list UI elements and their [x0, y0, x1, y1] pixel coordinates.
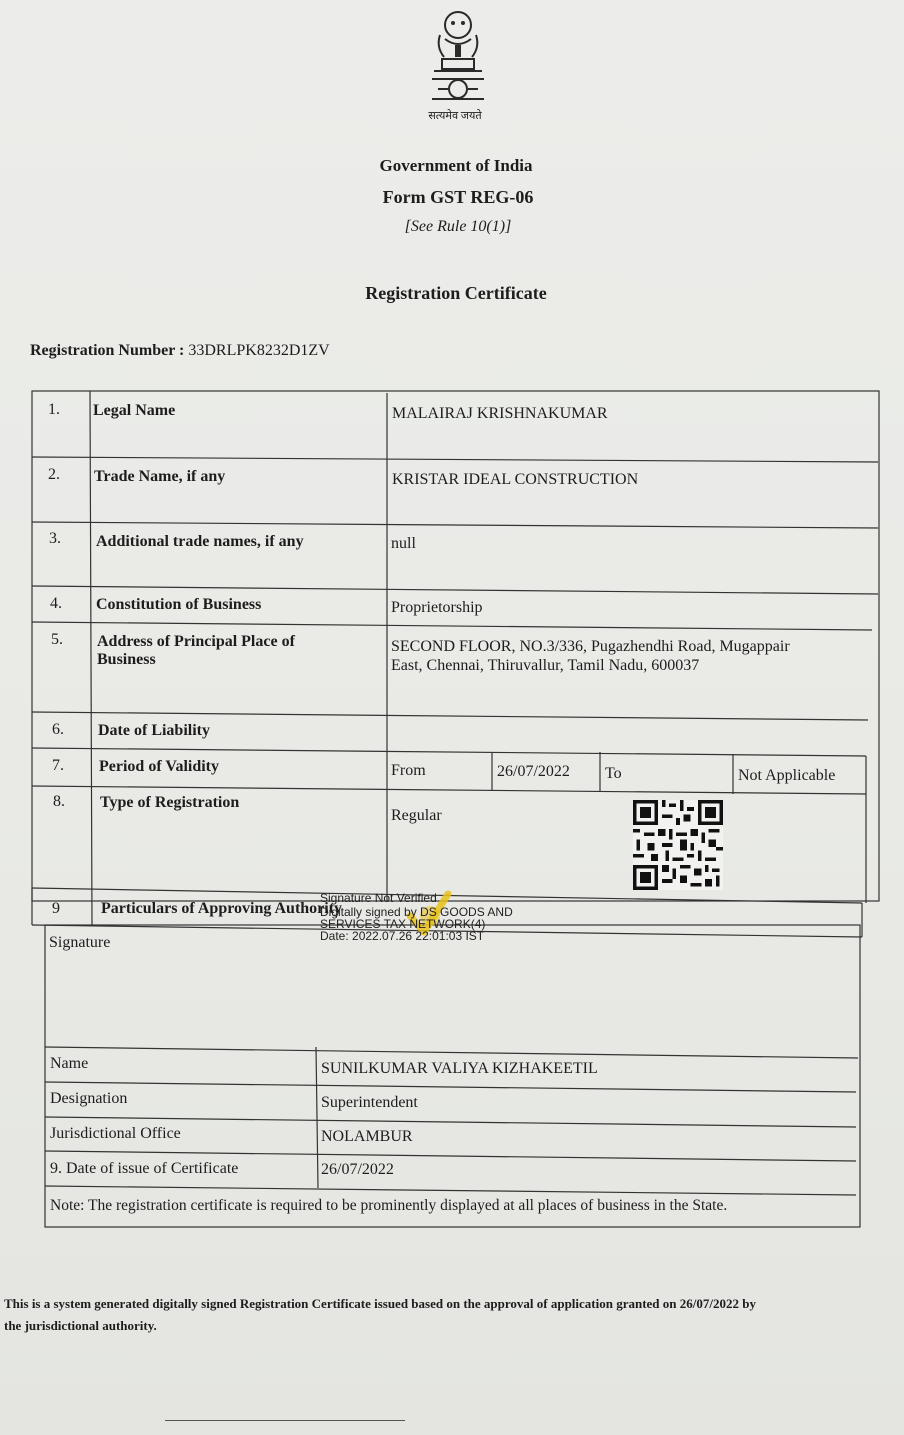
row-number: 3.	[49, 530, 61, 547]
rule-reference: [See Rule 10(1)]	[404, 218, 512, 235]
name-label: Name	[50, 1055, 89, 1072]
signature-stamp-line1: Signature Not Verified	[320, 891, 437, 905]
additional-trade-names-label: Additional trade names, if any	[96, 533, 304, 550]
designation-value: Superintendent	[321, 1094, 418, 1111]
row-number: 1.	[48, 401, 60, 418]
designation-label: Designation	[50, 1090, 128, 1107]
emblem-motto: सत्यमेव जयते	[428, 110, 482, 122]
validity-from-label: From	[391, 762, 426, 779]
jurisdictional-office-label: Jurisdictional Office	[50, 1125, 181, 1142]
registration-number-label: Registration Number :	[30, 342, 185, 359]
type-of-registration-label: Type of Registration	[100, 794, 240, 811]
legal-name-value: MALAIRAJ KRISHNAKUMAR	[392, 405, 608, 422]
address-value-line2: East, Chennai, Thiruvallur, Tamil Nadu, 600037	[391, 657, 700, 674]
registration-number-value: 33DRLPK8232D1ZV	[188, 342, 330, 359]
date-of-issue-label: 9. Date of issue of Certificate	[50, 1160, 239, 1177]
display-note: Note: The registration certificate is required to be prominently displayed at all places of business in the State.	[50, 1197, 728, 1214]
row-number: 8.	[53, 793, 65, 810]
trade-name-label: Trade Name, if any	[94, 468, 226, 485]
constitution-label: Constitution of Business	[96, 596, 262, 613]
certificate-title: Registration Certificate	[365, 283, 547, 303]
row-number: 9	[52, 900, 60, 917]
footer-line2: the jurisdictional authority.	[4, 1318, 157, 1333]
bottom-divider	[165, 1420, 405, 1421]
signature-stamp-line4: Date: 2022.07.26 22:01:03 IST	[320, 929, 485, 943]
constitution-value: Proprietorship	[391, 599, 483, 616]
name-value: SUNILKUMAR VALIYA KIZHAKEETIL	[321, 1060, 598, 1077]
signature-stamp-line2: Digitally signed by DS GOODS AND	[320, 905, 513, 919]
type-of-registration-value: Regular	[391, 807, 442, 824]
form-heading: Form GST REG-06	[382, 187, 534, 207]
validity-to-label: To	[605, 765, 622, 782]
date-of-issue-value: 26/07/2022	[321, 1161, 394, 1178]
government-heading: Government of India	[379, 156, 533, 175]
jurisdictional-office-value: NOLAMBUR	[321, 1128, 413, 1145]
trade-name-value: KRISTAR IDEAL CONSTRUCTION	[392, 471, 639, 488]
qr-code-icon	[633, 800, 723, 890]
footer-line1: This is a system generated digitally signed Registration Certificate issued based on the approval of application granted on 26/07/2022 by	[4, 1296, 756, 1311]
row-number: 4.	[50, 595, 62, 612]
address-label-line1: Address of Principal Place of	[97, 633, 295, 650]
validity-to-value: Not Applicable	[738, 767, 836, 784]
row-number: 2.	[48, 466, 60, 483]
approving-authority-label: Particulars of Approving Authority	[101, 900, 343, 917]
address-label-line2: Business	[97, 651, 156, 668]
legal-name-label: Legal Name	[93, 402, 176, 419]
signature-stamp-line3: SERVICES TAX NETWORK(4)	[320, 917, 486, 931]
signature-label: Signature	[49, 934, 111, 951]
validity-from-value: 26/07/2022	[497, 763, 570, 780]
address-value-line1: SECOND FLOOR, NO.3/336, Pugazhendhi Road, Mugappair	[391, 638, 790, 655]
footer-statement	[4, 1293, 904, 1337]
additional-trade-names-value: null	[391, 535, 416, 552]
date-of-liability-label: Date of Liability	[98, 722, 210, 739]
row-number: 7.	[52, 757, 64, 774]
row-number: 6.	[52, 721, 64, 738]
digital-signature-stamp	[320, 892, 550, 942]
period-of-validity-label: Period of Validity	[99, 758, 220, 775]
row-number: 5.	[51, 631, 63, 648]
